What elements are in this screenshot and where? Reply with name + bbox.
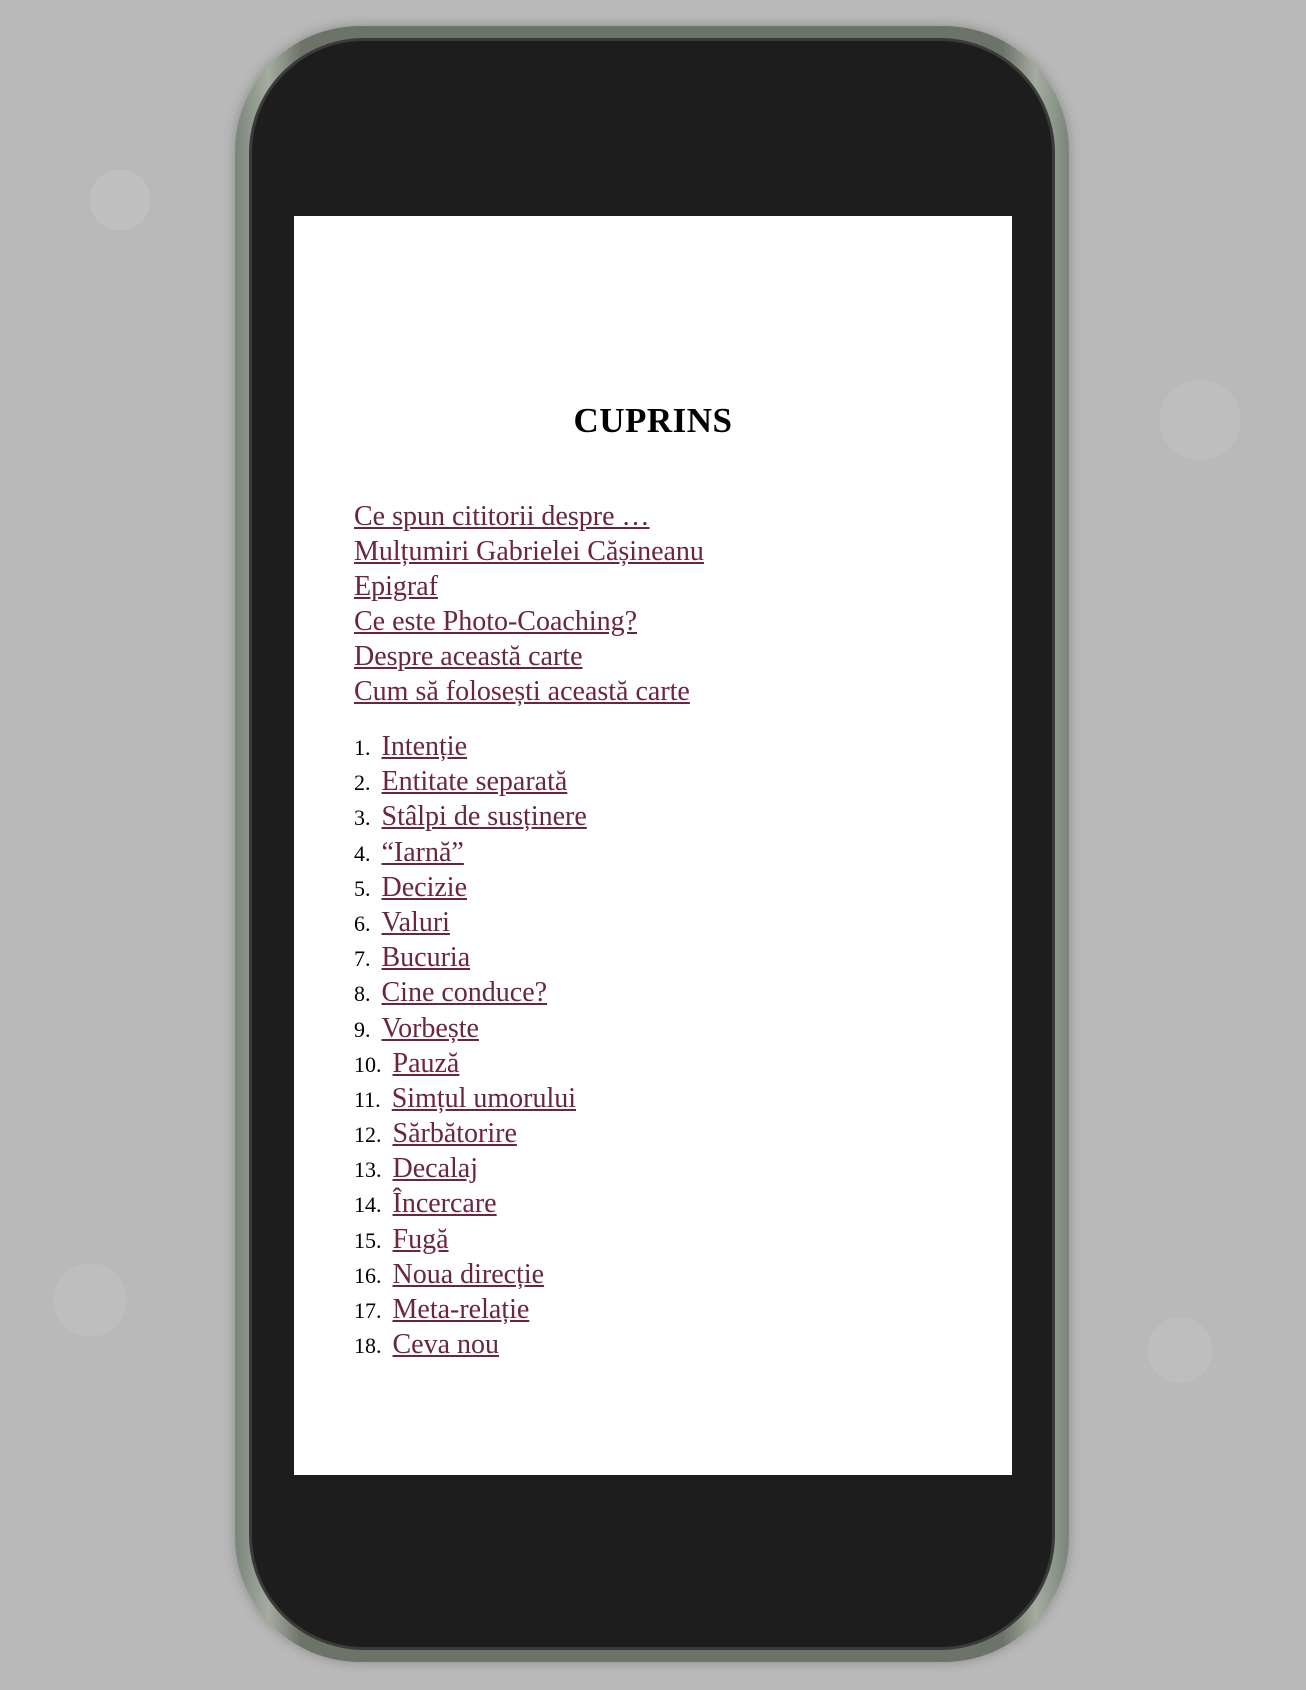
- chapter-link[interactable]: Cine conduce?: [381, 977, 548, 1009]
- chapter-number: 10.: [354, 1051, 382, 1077]
- chapter-item: [354, 1151, 982, 1186]
- list-item: [354, 639, 982, 674]
- toc-link-how-to-use[interactable]: Cum să folosești această carte: [354, 676, 690, 707]
- chapter-item: [354, 1081, 982, 1116]
- chapter-number: 14.: [354, 1192, 382, 1218]
- chapter-item: [354, 1257, 982, 1292]
- chapter-number: 12.: [354, 1122, 382, 1148]
- chapter-number: 9.: [354, 1016, 371, 1042]
- chapter-item: [354, 870, 982, 905]
- toc-link-readers[interactable]: Ce spun cititorii despre …: [354, 501, 650, 532]
- chapter-number: 11.: [354, 1086, 381, 1112]
- chapter-item: [354, 799, 982, 834]
- toc-link-photo-coaching[interactable]: Ce este Photo-Coaching?: [354, 606, 638, 637]
- chapter-number: 16.: [354, 1262, 382, 1288]
- chapter-link[interactable]: Stâlpi de susținere: [381, 801, 587, 833]
- chapter-number: 8.: [354, 981, 371, 1007]
- chapter-link[interactable]: Ceva nou: [392, 1329, 500, 1361]
- chapter-link[interactable]: Decizie: [381, 871, 467, 903]
- list-item: [354, 569, 982, 604]
- chapter-link[interactable]: Intenție: [381, 731, 468, 762]
- chapter-link[interactable]: Sărbătorire: [392, 1118, 517, 1150]
- chapter-item: [354, 835, 982, 870]
- list-item: [354, 674, 982, 709]
- chapter-link[interactable]: Bucuria: [381, 942, 471, 974]
- chapter-item: [354, 1011, 982, 1046]
- chapter-link[interactable]: Valuri: [381, 906, 450, 938]
- front-matter-list: [354, 499, 982, 709]
- toc-link-about-book[interactable]: Despre această carte: [354, 641, 583, 672]
- toc-link-thanks[interactable]: Mulțumiri Gabrielei Cășineanu: [354, 536, 704, 567]
- chapter-item: [354, 729, 982, 764]
- chapter-link[interactable]: Fugă: [392, 1223, 449, 1255]
- chapter-item: [354, 905, 982, 940]
- chapter-number: 13.: [354, 1157, 382, 1183]
- chapter-link[interactable]: Meta-relație: [392, 1294, 530, 1325]
- page-title: CUPRINS: [573, 401, 733, 440]
- chapter-link[interactable]: Încercare: [392, 1188, 497, 1220]
- chapter-list: [354, 729, 982, 1362]
- chapter-number: 18.: [354, 1333, 382, 1359]
- chapter-item: [354, 1327, 982, 1362]
- chapter-item: [354, 1186, 982, 1221]
- chapter-link[interactable]: Entitate separată: [381, 766, 568, 798]
- chapter-item: [354, 940, 982, 975]
- chapter-item: [354, 1116, 982, 1151]
- chapter-link[interactable]: Simțul umorului: [391, 1082, 577, 1114]
- chapter-item: [354, 764, 982, 799]
- ebook-page[interactable]: [294, 216, 1012, 1475]
- chapter-number: 5.: [354, 875, 371, 901]
- chapter-link[interactable]: “Iarnă”: [381, 836, 464, 868]
- chapter-item: [354, 975, 982, 1010]
- chapter-link[interactable]: Decalaj: [392, 1153, 478, 1185]
- list-item: [354, 499, 982, 534]
- chapter-number: 6.: [354, 910, 371, 936]
- chapter-link[interactable]: Noua direcție: [392, 1258, 545, 1290]
- chapter-link[interactable]: Pauză: [392, 1047, 460, 1079]
- chapter-number: 3.: [354, 805, 371, 831]
- chapter-number: 1.: [354, 735, 371, 760]
- list-item: [354, 534, 982, 569]
- table-of-contents: [354, 499, 982, 1362]
- chapter-number: 7.: [354, 946, 371, 972]
- chapter-link[interactable]: Vorbește: [381, 1012, 479, 1044]
- chapter-item: [354, 1046, 982, 1081]
- chapter-number: 17.: [354, 1298, 382, 1323]
- chapter-number: 2.: [354, 770, 371, 796]
- chapter-item: [354, 1222, 982, 1257]
- chapter-number: 15.: [354, 1227, 382, 1253]
- chapter-number: 4.: [354, 840, 371, 866]
- chapter-item: [354, 1292, 982, 1327]
- toc-link-epigraph[interactable]: Epigraf: [354, 571, 438, 602]
- list-item: [354, 604, 982, 639]
